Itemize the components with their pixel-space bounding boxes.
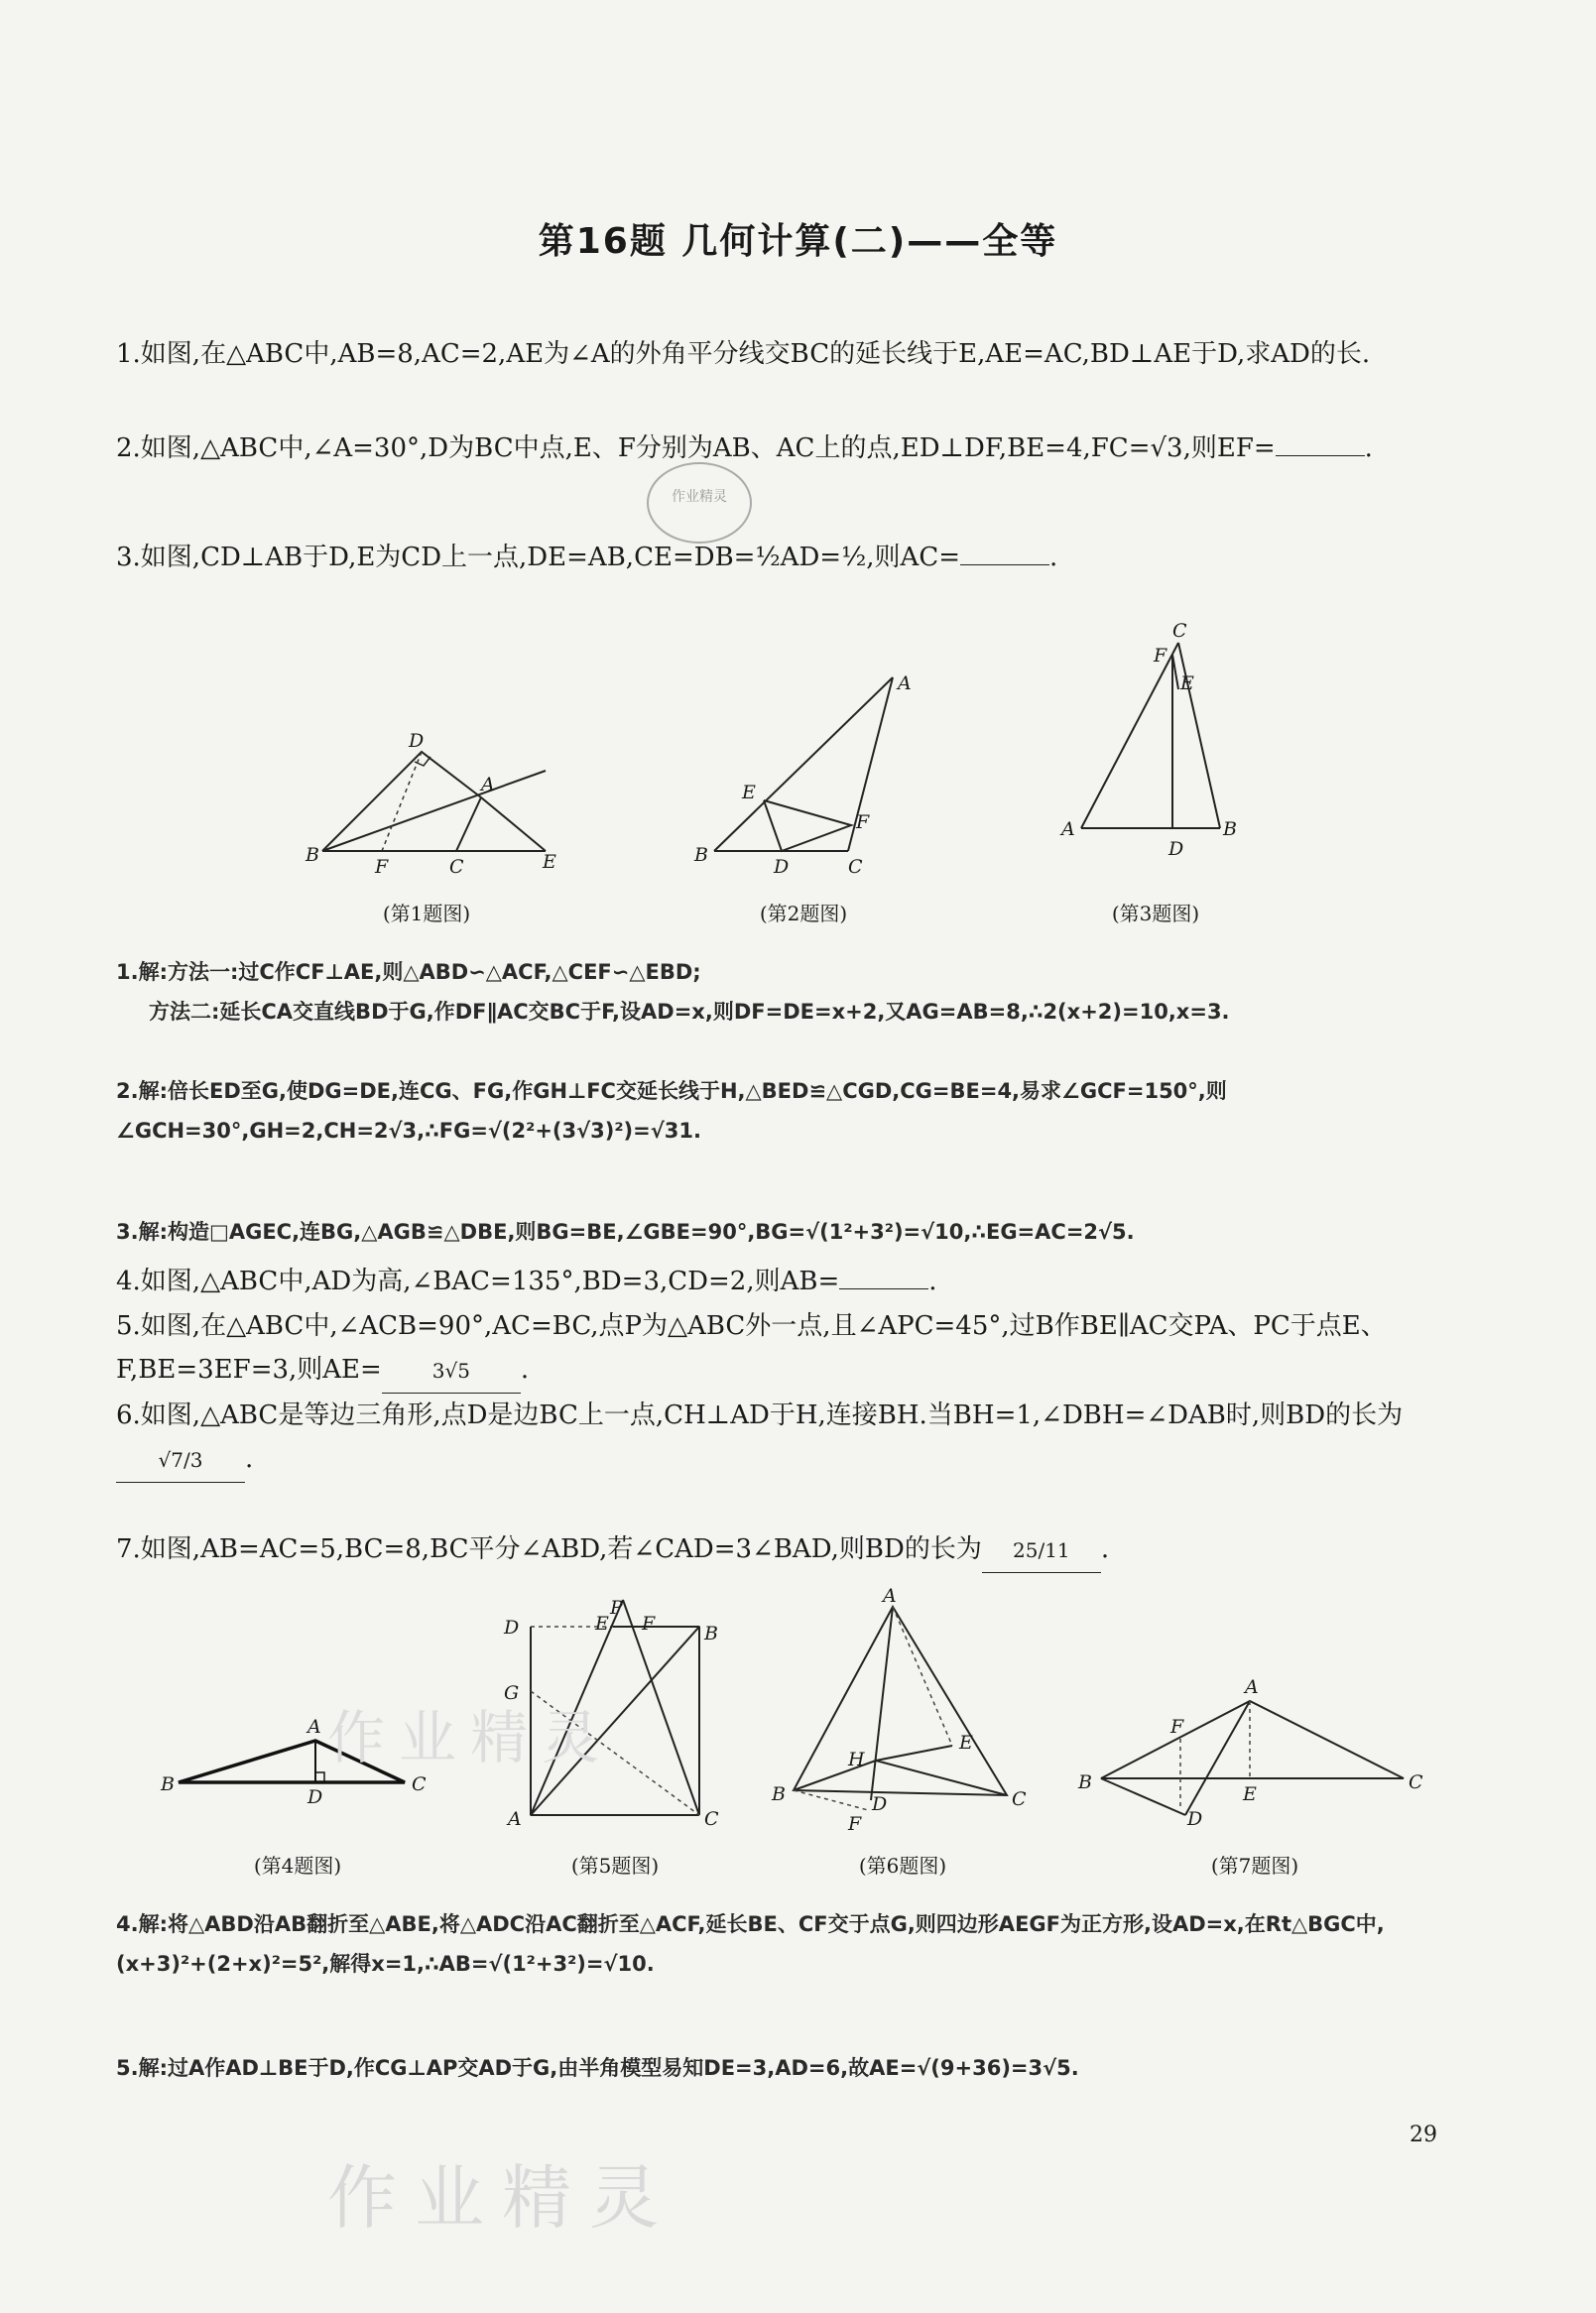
fig7-triangle-abc xyxy=(1101,1701,1404,1778)
fig7-label-f: F xyxy=(1170,1716,1184,1738)
page-number: 29 xyxy=(1410,2123,1437,2147)
figure-2 xyxy=(694,670,922,878)
fig2-label-d: D xyxy=(774,856,790,878)
fig3-label-f: F xyxy=(1154,645,1167,667)
fig5-label-a: A xyxy=(508,1808,522,1830)
question-4: 4.如图,△ABC中,AD为高,∠BAC=135°,BD=3,CD=2,则AB= . xyxy=(116,1267,937,1296)
fig2-triangle-edf xyxy=(764,800,851,851)
fig6-dashed-bf xyxy=(794,1790,868,1810)
fig6-dashed-ae xyxy=(893,1607,952,1746)
question-2-text: 2.如图,△ABC中,∠A=30°,D为BC中点,E、F分别为AB、AC上的点,ED⊥DF,BE=4,FC=√3,则EF= xyxy=(116,433,1276,463)
fig1-dashed-df xyxy=(382,752,422,851)
stamp-text: 作业精灵 xyxy=(672,489,727,505)
question-5: 5.如图,在△ABC中,∠ACB=90°,AC=BC,点P为△ABC外一点,且∠APC=45°,过B作BE∥AC交PA、PC于点E、F,BE=3EF=3,则AE= 3√5 . xyxy=(116,1304,1445,1394)
question-1: 1.如图,在△ABC中,AB=8,AC=2,AE为∠A的外角平分线交BC的延长线于E,AE=AC,BD⊥AE于D,求AD的长. xyxy=(116,339,1371,369)
question-6: 6.如图,△ABC是等边三角形,点D是边BC上一点,CH⊥AD于H,连接BH.当BH=1,∠DBH=∠DAB时,则BD的长为√7/3 . xyxy=(116,1394,1445,1483)
fig3-label-a: A xyxy=(1061,818,1075,840)
fig4-label-c: C xyxy=(412,1773,427,1795)
fig4-label-b: B xyxy=(161,1773,175,1795)
fig1-label-f: F xyxy=(375,856,389,878)
solution-3: 3.解:构造□AGEC,连BG,△AGB≌△DBE,则BG=BE,∠GBE=90°,BG=√(1²+3²)=√10,∴EG=AC=2√5. xyxy=(116,1220,1135,1244)
fig1-label-c: C xyxy=(449,856,464,878)
fig6-label-a: A xyxy=(883,1585,897,1607)
fig7-label-b: B xyxy=(1078,1771,1092,1793)
fig4-label-d: D xyxy=(307,1786,323,1808)
answer-blank-4 xyxy=(839,1288,928,1289)
fig5-label-e: E xyxy=(595,1613,609,1635)
solution-1b: 方法二:延长CA交直线BD于G,作DF∥AC交BC于F,设AD=x,则DF=DE=x+2,又AG=AB=8,∴2(x+2)=10,x=3. xyxy=(149,1000,1230,1024)
fig6-line-hc xyxy=(876,1761,1007,1795)
fig2-label-a: A xyxy=(898,672,912,694)
fig6-label-e: E xyxy=(959,1732,973,1754)
fig6-label-b: B xyxy=(772,1783,786,1805)
answer-6: √7/3 xyxy=(116,1438,245,1483)
page-title: 第16题 几何计算(二)——全等 xyxy=(538,221,1058,262)
caption-3: (第3题图) xyxy=(1111,902,1200,925)
fig1-label-b: B xyxy=(306,844,319,866)
fig3-label-d: D xyxy=(1168,838,1184,860)
fig5-label-f: F xyxy=(642,1613,656,1635)
fig3-label-b: B xyxy=(1223,818,1237,840)
fig6-line-he xyxy=(876,1746,952,1761)
fig7-label-c: C xyxy=(1409,1771,1423,1793)
fig6-label-d: D xyxy=(872,1793,888,1815)
answer-blank-2 xyxy=(1276,455,1365,456)
watermark-bottom: 作业精灵 xyxy=(327,2157,676,2239)
answer-5: 3√5 xyxy=(382,1349,521,1394)
figure-6 xyxy=(769,1585,1037,1835)
fig7-label-a: A xyxy=(1245,1676,1259,1698)
fig3-line-cb xyxy=(1178,643,1220,828)
fig6-label-f: F xyxy=(848,1813,862,1835)
fig4-label-a: A xyxy=(307,1716,321,1738)
figure-1 xyxy=(298,719,556,878)
fig3-label-e: E xyxy=(1180,672,1194,694)
watermark-mid: 作业精灵 xyxy=(327,1704,614,1771)
fig5-label-g: G xyxy=(504,1682,520,1704)
caption-2: (第2题图) xyxy=(759,902,848,925)
caption-1: (第1题图) xyxy=(382,902,471,925)
caption-6: (第6题图) xyxy=(858,1854,947,1878)
fig1-line-bae xyxy=(322,771,546,851)
fig5-line-pc xyxy=(623,1600,699,1815)
answer-blank-3 xyxy=(960,564,1049,565)
fig7-label-e: E xyxy=(1243,1783,1257,1805)
question-3-text: 3.如图,CD⊥AB于D,E为CD上一点,DE=AB,CE=DB=½AD=½,则AC= xyxy=(116,543,960,572)
caption-7: (第7题图) xyxy=(1210,1854,1299,1878)
fig7-label-d: D xyxy=(1187,1808,1203,1830)
question-7-text: 7.如图,AB=AC=5,BC=8,BC平分∠ABD,若∠CAD=3∠BAD,则BD的长为 xyxy=(116,1534,982,1564)
fig2-label-f: F xyxy=(856,811,870,833)
fig1-line-ae xyxy=(481,797,546,851)
fig1-line-ac xyxy=(456,797,481,851)
figure-7 xyxy=(1076,1671,1423,1830)
question-3: 3.如图,CD⊥AB于D,E为CD上一点,DE=AB,CE=DB=½AD=½,则AC= . xyxy=(116,543,1058,572)
fig5-label-p: P xyxy=(610,1597,623,1619)
caption-5: (第5题图) xyxy=(570,1854,660,1878)
fig2-label-e: E xyxy=(742,782,756,803)
question-5-text: 5.如图,在△ABC中,∠ACB=90°,AC=BC,点P为△ABC外一点,且∠APC=45°,过B作BE∥AC交PA、PC于点E、F,BE=3EF=3,则AE= xyxy=(116,1311,1387,1385)
solution-4: 4.解:将△ABD沿AB翻折至△ABE,将△ADC沿AC翻折至△ACF,延长BE、CF交于点G,则四边形AEGF为正方形,设AD=x,在Rt△BGC中,(x+3)²+(2+x)²=5²,解得x=1,∴AB=√(1²+3²)=√10. xyxy=(116,1912,1385,1976)
fig1-label-d: D xyxy=(409,730,425,752)
solution-1a: 1.解:方法一:过C作CF⊥AE,则△ABD∽△ACF,△CEF∽△EBD; xyxy=(116,960,701,984)
solution-2: 2.解:倍长ED至G,使DG=DE,连CG、FG,作GH⊥FC交延长线于H,△BED≌△CGD,CG=BE=4,易求∠GCF=150°,则∠GCH=30°,GH=2,CH=2√3,∴FG=√(2²+(3√3)²)=√31. xyxy=(116,1079,1227,1143)
question-4-text: 4.如图,△ABC中,AD为高,∠BAC=135°,BD=3,CD=2,则AB= xyxy=(116,1267,840,1296)
fig5-label-b: B xyxy=(704,1623,718,1644)
fig3-label-c: C xyxy=(1172,620,1187,642)
solution-5: 5.解:过A作AD⊥BE于D,作CG⊥AP交AD于G,由半角模型易知DE=3,AD=6,故AE=√(9+36)=3√5. xyxy=(116,2056,1079,2080)
fig2-label-c: C xyxy=(848,856,863,878)
fig6-line-ad xyxy=(871,1607,893,1800)
fig1-label-e: E xyxy=(543,851,556,873)
fig2-line-ca xyxy=(848,677,893,851)
question-2: 2.如图,△ABC中,∠A=30°,D为BC中点,E、F分别为AB、AC上的点,ED⊥DF,BE=4,FC=√3,则EF= . xyxy=(116,433,1373,463)
fig3-line-ac xyxy=(1081,643,1178,828)
question-6-text: 6.如图,△ABC是等边三角形,点D是边BC上一点,CH⊥AD于H,连接BH.当BH=1,∠DBH=∠DAB时,则BD的长为 xyxy=(116,1400,1404,1430)
fig5-label-c: C xyxy=(704,1808,719,1830)
fig7-line-bd xyxy=(1101,1778,1185,1815)
answer-7: 25/11 xyxy=(982,1528,1101,1573)
fig6-label-h: H xyxy=(848,1749,865,1770)
fig2-label-b: B xyxy=(694,844,708,866)
question-7: 7.如图,AB=AC=5,BC=8,BC平分∠ABD,若∠CAD=3∠BAD,则BD的长为 25/11 . xyxy=(116,1527,1445,1573)
fig5-label-d: D xyxy=(504,1617,520,1639)
stamp xyxy=(635,451,764,560)
figure-3 xyxy=(1061,620,1240,860)
fig6-label-c: C xyxy=(1012,1788,1027,1810)
caption-4: (第4题图) xyxy=(253,1854,342,1878)
fig1-label-a: A xyxy=(481,774,495,795)
